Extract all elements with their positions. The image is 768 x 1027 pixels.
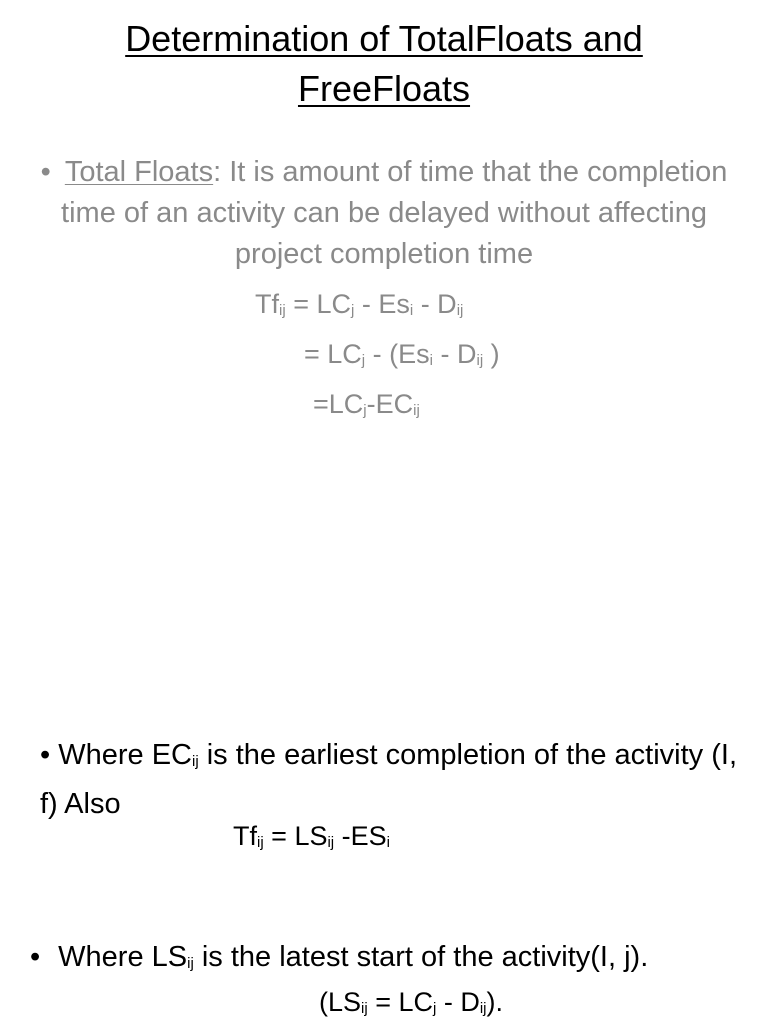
- formula-subscript: ij: [187, 955, 194, 972]
- formula-text: Tf: [233, 821, 257, 851]
- formula-text: = LC: [293, 289, 351, 319]
- formula-text: (LS: [319, 987, 362, 1017]
- formula-text: =LC: [313, 389, 364, 419]
- formula-subscript: i: [386, 834, 390, 851]
- title-line-2: FreeFloats: [297, 68, 471, 109]
- formula-text: - Es: [354, 289, 410, 319]
- formula-subscript: ij: [279, 302, 286, 319]
- formula-subscript: i: [429, 352, 433, 369]
- formula-tf-2: [304, 336, 500, 379]
- where-ls-text: Where LS: [58, 941, 188, 973]
- formula-subscript: ij: [456, 302, 464, 319]
- formula-text: - D: [436, 987, 480, 1017]
- formula-ls: [319, 984, 503, 1027]
- formula-text: -ES: [334, 821, 387, 851]
- formula-subscript: ij: [479, 1000, 487, 1017]
- bullet-icon: •: [30, 941, 41, 973]
- formula-text: ).: [486, 987, 504, 1017]
- bullet-icon: •: [40, 739, 51, 771]
- formula-subscript: ij: [361, 1000, 368, 1017]
- formula-subscript: j: [350, 302, 355, 319]
- formula-text: Tf: [255, 289, 279, 319]
- formula-subscript: ij: [413, 402, 420, 419]
- formula-subscript: j: [363, 402, 367, 419]
- formula-subscript: ij: [191, 753, 199, 770]
- where-ec-text: is the earliest completion of the activity (I, f) Also: [40, 739, 737, 820]
- formula-subscript: ij: [327, 834, 335, 851]
- formula-tf-ls: [233, 818, 390, 861]
- total-floats-definition: : It is amount of time that the completion time of an activity can be delayed without affecting project completion time: [61, 156, 728, 270]
- formula-text: ): [483, 339, 500, 369]
- total-floats-bullet: [40, 152, 728, 275]
- formula-subscript: ij: [257, 834, 264, 851]
- formula-text: = LS: [263, 821, 328, 851]
- where-ls-bullet: [30, 936, 648, 985]
- bullet-icon: •: [40, 156, 51, 188]
- formula-subscript: i: [409, 302, 414, 319]
- where-ec-bullet: [40, 734, 740, 825]
- total-floats-term: Total Floats: [64, 156, 214, 188]
- formula-subscript: j: [361, 352, 366, 369]
- formula-text: - (Es: [365, 339, 430, 369]
- formula-subscript: ij: [476, 352, 484, 369]
- formula-text: - D: [413, 289, 457, 319]
- formula-tf-1: [255, 286, 463, 329]
- formula-text: = LC: [367, 987, 433, 1017]
- slide-title: [0, 14, 768, 114]
- formula-text: = LC: [304, 339, 362, 369]
- formula-tf-3: [313, 386, 420, 429]
- where-ls-text: is the latest start of the activity(I, j).: [193, 941, 649, 973]
- formula-subscript: j: [433, 1000, 437, 1017]
- where-ec-text: Where EC: [58, 739, 192, 771]
- formula-text: - D: [432, 339, 477, 369]
- formula-text: -EC: [366, 389, 414, 419]
- title-line-1: Determination of TotalFloats and: [125, 18, 643, 59]
